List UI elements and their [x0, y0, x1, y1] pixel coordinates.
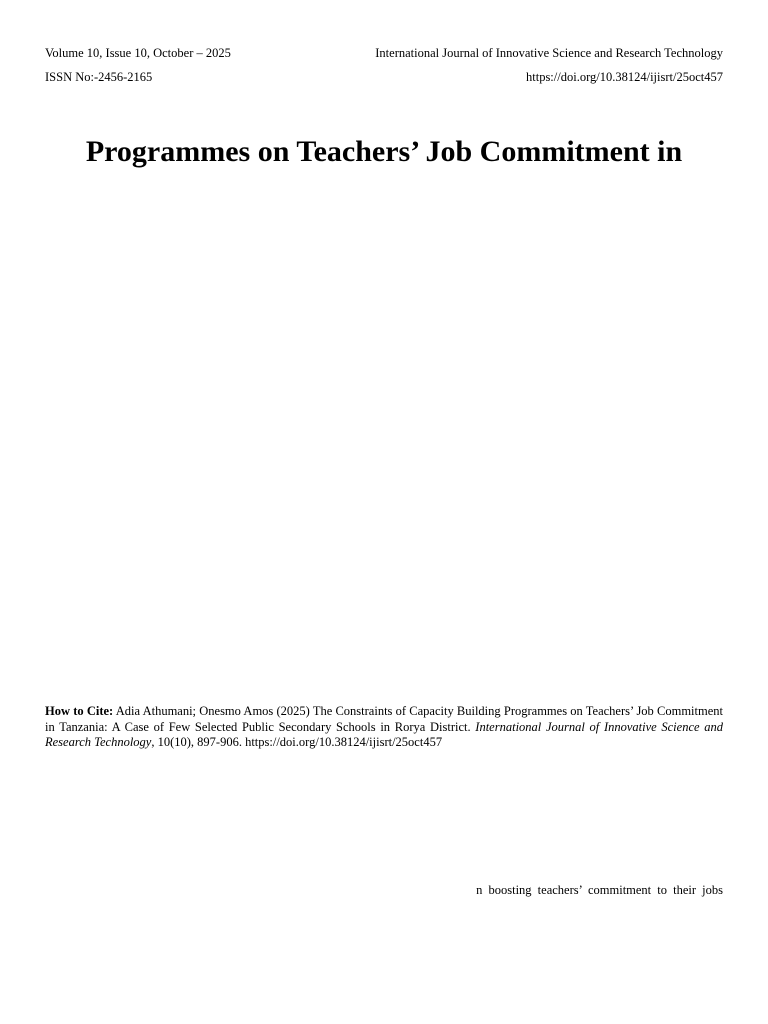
volume-issue: Volume 10, Issue 10, October – 2025: [45, 46, 231, 60]
journal-name: International Journal of Innovative Science and Research Technology: [375, 46, 723, 60]
cite-text: Adia Athumani; Onesmo Amos (2025) The Constraints of Capacity Building Programmes on Teachers’ Job Commitment in Tanzania: A Case of Few Selected Public Secondary Schools in Rorya District.: [45, 704, 723, 734]
cite-label: How to Cite:: [45, 704, 114, 718]
doi-link[interactable]: https://doi.org/10.38124/ijisrt/25oct457: [526, 70, 723, 84]
cite-journal: International Journal of Innovative Science and Research Technology: [45, 719, 723, 749]
issn: ISSN No:-2456-2165: [45, 70, 153, 84]
cite-tail: , 10(10), 897-906. https://doi.org/10.38124/ijisrt/25oct457: [151, 735, 443, 749]
paper-title-fragment: Programmes on Teachers’ Job Commitment in: [85, 135, 683, 168]
how-to-cite: [45, 704, 723, 751]
body-text-fragment: n boosting teachers’ commitment to their jobs: [476, 883, 723, 897]
